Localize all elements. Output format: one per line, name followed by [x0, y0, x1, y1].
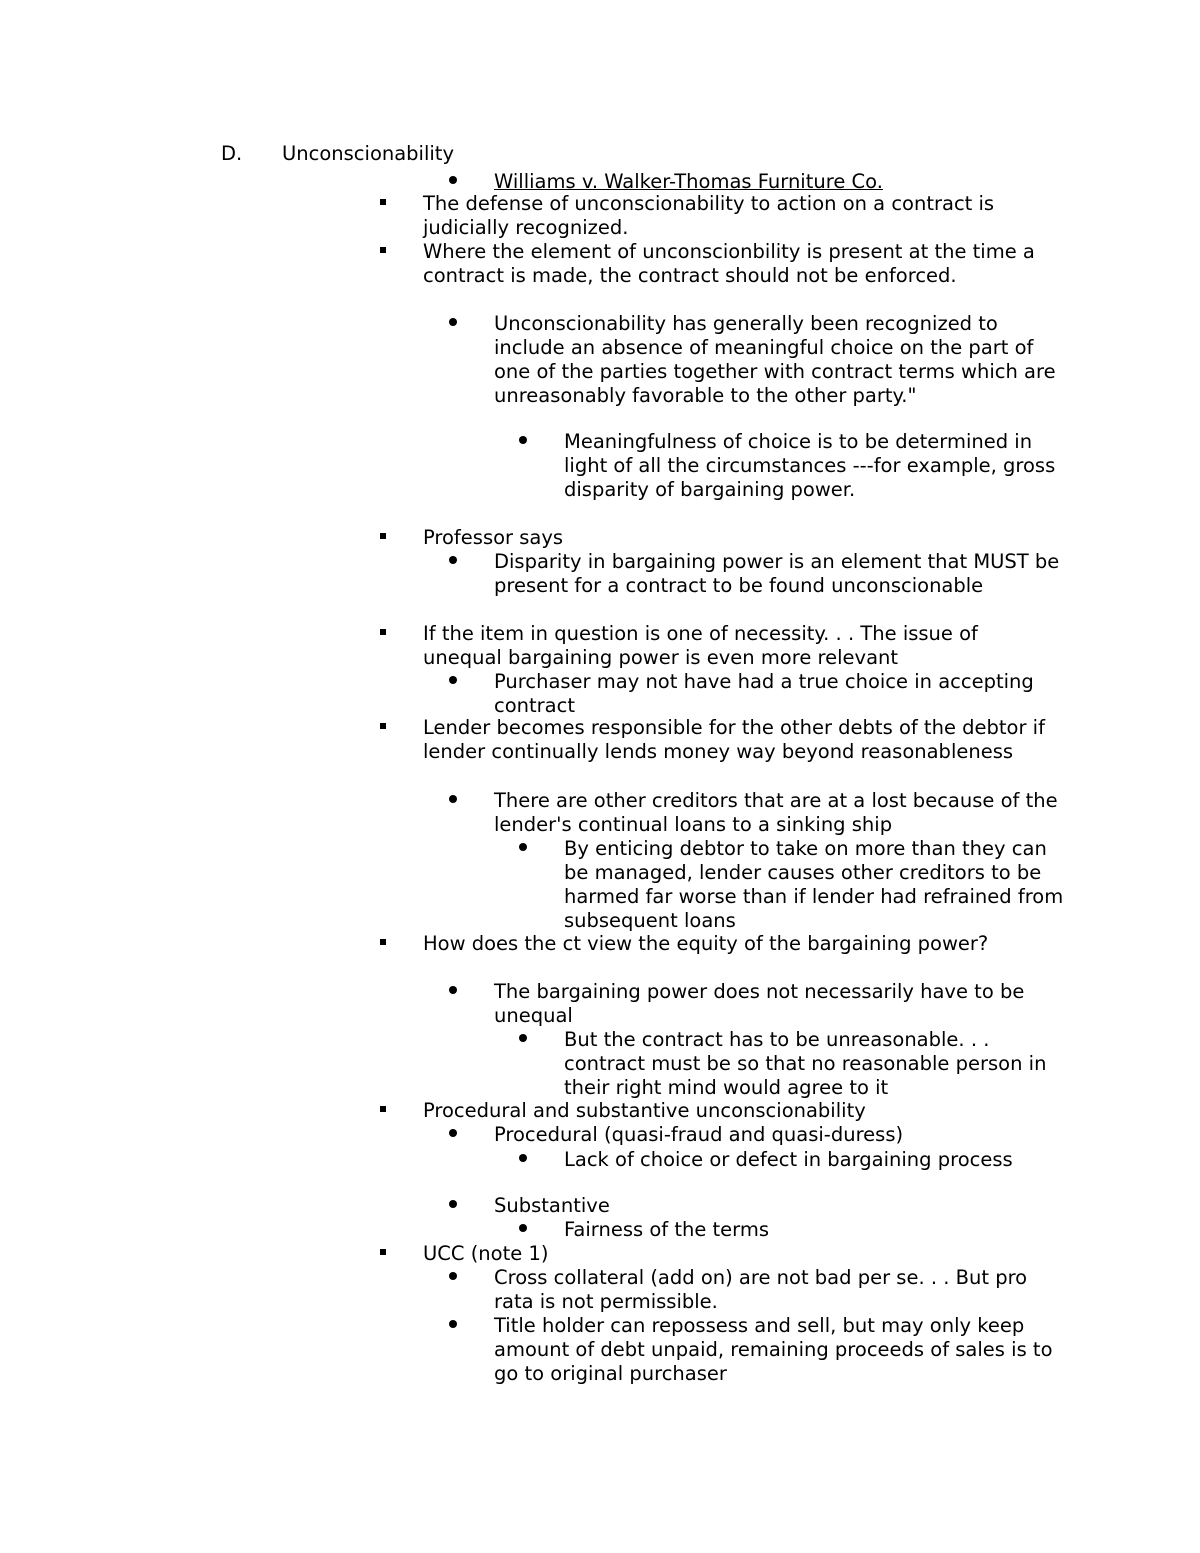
square-bullet-icon — [377, 1242, 389, 1266]
outline-item-text: How does the ct view the equity of the bargaining power? — [423, 932, 989, 955]
round-bullet-icon — [447, 1266, 459, 1290]
square-bullet-icon — [377, 526, 389, 550]
section-heading — [221, 142, 454, 166]
outline-item — [450, 1123, 1065, 1147]
outline-item-text: Title holder can repossess and sell, but may only keep amount of debt unpaid, remaining proceeds of sales is to go to original purchaser — [494, 1314, 1053, 1385]
round-bullet-icon — [447, 1314, 459, 1338]
outline-item-text: Fairness of the terms — [564, 1218, 770, 1241]
round-bullet-icon — [517, 837, 529, 861]
outline-item — [450, 789, 1065, 837]
outline-item-text: Purchaser may not have had a true choice in accepting contract — [494, 670, 1034, 717]
square-bullet-icon — [377, 240, 389, 264]
outline-item-text: Unconscionability has generally been recognized to include an absence of meaningful choice on the part of one of the parties together with contract terms which are unreasonably favorable to the other party." — [494, 312, 1056, 407]
outline-item-text: There are other creditors that are at a lost because of the lender's continual loans to a sinking ship — [494, 789, 1058, 836]
outline-item — [450, 1314, 1065, 1386]
outline-item — [380, 192, 1060, 240]
outline-item-text: Cross collateral (add on) are not bad per se. . . But pro rata is not permissible. — [494, 1266, 1028, 1313]
outline-item — [520, 1148, 1065, 1172]
square-bullet-icon — [377, 716, 389, 740]
outline-item-text: Meaningfulness of choice is to be determined in light of all the circumstances ---for example, gross disparity of bargaining power. — [564, 430, 1056, 501]
outline-item-text: By enticing debtor to take on more than they can be managed, lender causes other creditors to be harmed far worse than if lender had refrained from subsequent loans — [564, 837, 1064, 932]
square-bullet-icon — [377, 1099, 389, 1123]
outline-item-text: Disparity in bargaining power is an element that MUST be present for a contract to be found unconscionable — [494, 550, 1060, 597]
square-bullet-icon — [377, 622, 389, 646]
outline-item — [520, 1028, 1065, 1100]
outline-item-text: But the contract has to be unreasonable. . . contract must be so that no reasonable person in their right mind would agree to it — [564, 1028, 1047, 1099]
section-title: Unconscionability — [282, 142, 454, 165]
round-bullet-icon — [447, 170, 459, 194]
round-bullet-icon — [447, 980, 459, 1004]
round-bullet-icon — [517, 1028, 529, 1052]
outline-item-text: Williams v. Walker-Thomas Furniture Co. — [494, 170, 883, 193]
outline-item-text: Lack of choice or defect in bargaining process — [564, 1148, 1013, 1171]
outline-item-text: If the item in question is one of necessity. . . The issue of unequal bargaining power is even more relevant — [423, 622, 978, 669]
outline-item — [380, 240, 1060, 288]
round-bullet-icon — [447, 789, 459, 813]
outline-item-text: Lender becomes responsible for the other debts of the debtor if lender continually lends money way beyond reasonableness — [423, 716, 1045, 763]
outline-item — [380, 526, 1060, 550]
outline-item — [450, 1194, 1065, 1218]
round-bullet-icon — [447, 1123, 459, 1147]
outline-item — [450, 670, 1065, 718]
round-bullet-icon — [517, 430, 529, 454]
outline-item — [520, 430, 1065, 502]
outline-item-text: The defense of unconscionability to action on a contract is judicially recognized. — [423, 192, 995, 239]
outline-item — [380, 932, 1060, 956]
outline-item-text: Substantive — [494, 1194, 610, 1217]
outline-item-text: UCC (note 1) — [423, 1242, 549, 1265]
outline-item — [520, 837, 1065, 933]
square-bullet-icon — [377, 192, 389, 216]
outline-item — [380, 716, 1060, 764]
round-bullet-icon — [447, 1194, 459, 1218]
outline-item — [450, 550, 1065, 598]
outline-item — [450, 312, 1065, 408]
round-bullet-icon — [517, 1148, 529, 1172]
square-bullet-icon — [377, 932, 389, 956]
outline-item — [380, 1099, 1060, 1123]
outline-item — [450, 170, 1065, 194]
round-bullet-icon — [517, 1218, 529, 1242]
outline-item-text: Where the element of unconscionbility is present at the time a contract is made, the contract should not be enforced. — [423, 240, 1035, 287]
round-bullet-icon — [447, 550, 459, 574]
outline-item-text: The bargaining power does not necessarily have to be unequal — [494, 980, 1025, 1027]
outline-item — [380, 622, 1060, 670]
outline-item — [450, 1266, 1065, 1314]
outline-item — [380, 1242, 1060, 1266]
outline-item-text: Procedural (quasi-fraud and quasi-duress) — [494, 1123, 904, 1146]
section-letter: D. — [221, 142, 243, 165]
outline-item — [520, 1218, 1065, 1242]
round-bullet-icon — [447, 670, 459, 694]
outline-item-text: Professor says — [423, 526, 564, 549]
round-bullet-icon — [447, 312, 459, 336]
outline-item-text: Procedural and substantive unconscionability — [423, 1099, 866, 1122]
outline-item — [450, 980, 1065, 1028]
